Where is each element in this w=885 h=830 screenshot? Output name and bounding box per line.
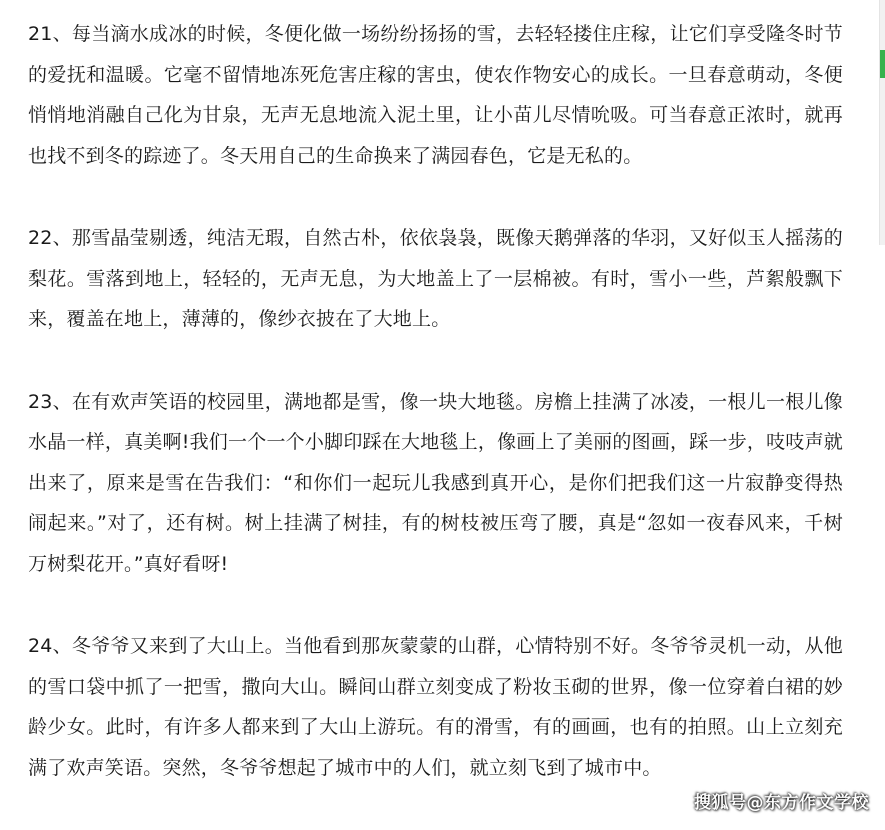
paragraph-23: 23、在有欢声笑语的校园里，满地都是雪，像一块大地毯。房檐上挂满了冰凌，一根儿一根儿像水晶一样，真美啊!我们一个一个小脚印踩在大地毯上，像画上了美丽的图画，踩一步，吱吱声就出来了，原来是雪在告我们：“和你们一起玩儿我感到真开心，是你们把我们这一片寂静变得热闹起来。”对了，还有树。树上挂满了树挂，有的树枝被压弯了腰，真是“忽如一夜春风来，千树万树梨花开。”真好看呀! bbox=[28, 390, 843, 575]
scrollbar-thumb[interactable] bbox=[880, 50, 885, 78]
source-watermark: 搜狐号@东方作文学校 bbox=[694, 793, 869, 813]
scrollbar-track[interactable] bbox=[879, 0, 885, 245]
article-body bbox=[28, 14, 843, 830]
paragraph-24: 24、冬爷爷又来到了大山上。当他看到那灰蒙蒙的山群，心情特别不好。冬爷爷灵机一动，从他的雪口袋中抓了一把雪，撒向大山。瞬间山群立刻变成了粉妆玉砌的世界，像一位穿着白裙的妙龄少女。此时，有许多人都来到了大山上游玩。有的滑雪，有的画画，也有的拍照。山上立刻充满了欢声笑语。突然，冬爷爷想起了城市中的人们，就立刻飞到了城市中。 bbox=[28, 635, 843, 779]
paragraph-22: 22、那雪晶莹剔透，纯洁无瑕，自然古朴，依依袅袅，既像天鹅弹落的华羽，又好似玉人摇荡的梨花。雪落到地上，轻轻的，无声无息，为大地盖上了一层棉被。有时，雪小一些，芦絮般飘下来，覆盖在地上，薄薄的，像纱衣披在了大地上。 bbox=[28, 227, 843, 330]
paragraph-21: 21、每当滴水成冰的时候，冬便化做一场纷纷扬扬的雪，去轻轻搂住庄稼，让它们享受隆冬时节的爱抚和温暖。它毫不留情地冻死危害庄稼的害虫，使农作物安心的成长。一旦春意萌动，冬便悄悄地消融自己化为甘泉，无声无息地流入泥土里，让小苗儿尽情吮吸。可当春意正浓时，就再也找不到冬的踪迹了。冬天用自己的生命换来了满园春色，它是无私的。 bbox=[28, 23, 843, 167]
